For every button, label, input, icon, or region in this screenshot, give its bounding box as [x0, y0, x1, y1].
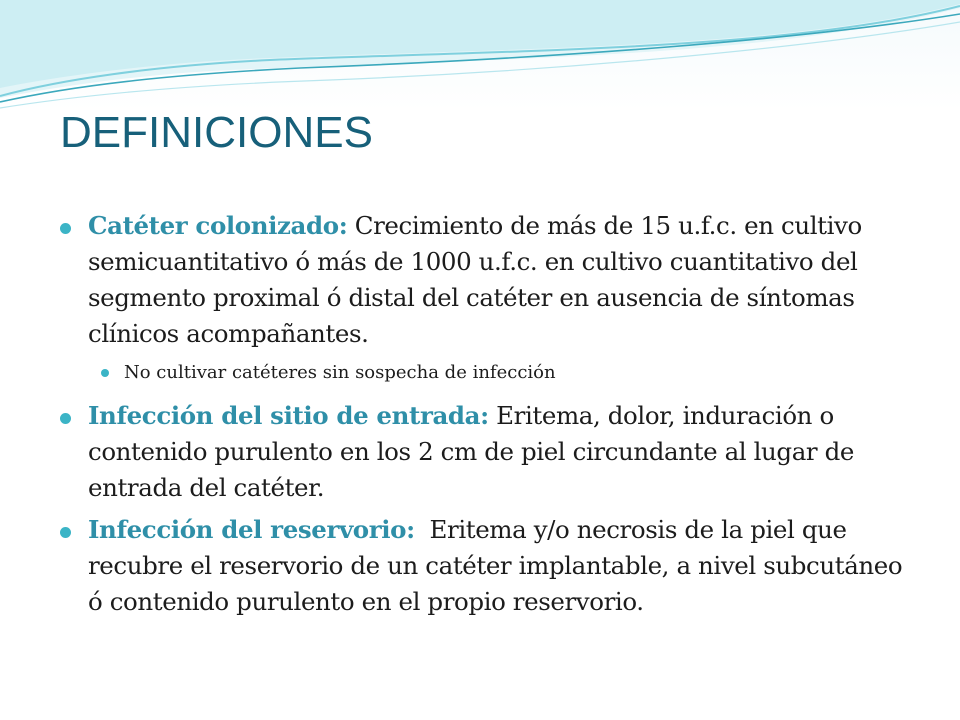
- sub-bullet-dot-icon: [101, 369, 109, 377]
- definition-item-colonized-catheter: [60, 208, 920, 352]
- definition-item-entry-site-infection: [60, 398, 920, 506]
- bullet-dot-icon: [60, 413, 71, 424]
- bullet-dot-icon: [60, 223, 71, 234]
- subitem-text: No cultivar catéteres sin sospecha de infección: [124, 362, 556, 383]
- definition-text: Eritema y/o necrosis de la piel que recubre el reservorio de un catéter implantable, a nivel subcutáneo ó contenido purulento en el propio reservorio.: [88, 515, 910, 616]
- definitions-list: [60, 208, 920, 626]
- definition-text: Eritema, dolor, induración o contenido purulento en los 2 cm de piel circundante al lugar de entrada del catéter.: [88, 401, 854, 502]
- slide-title: DEFINICIONES: [60, 108, 373, 157]
- definition-term: Infección del sitio de entrada:: [88, 401, 489, 430]
- header-wave-decoration: [0, 0, 960, 120]
- definition-term: Infección del reservorio:: [88, 515, 415, 544]
- definition-item-reservoir-infection: [60, 512, 920, 620]
- definition-subitem-note: [60, 358, 920, 388]
- definition-text: Crecimiento de más de 15 u.f.c. en cultivo semicuantitativo ó más de 1000 u.f.c. en cultivo cuantitativo del segmento proximal ó distal del catéter en ausencia de síntomas clínicos acompañantes.: [88, 211, 862, 348]
- bullet-dot-icon: [60, 527, 71, 538]
- definition-term: Catéter colonizado:: [88, 211, 348, 240]
